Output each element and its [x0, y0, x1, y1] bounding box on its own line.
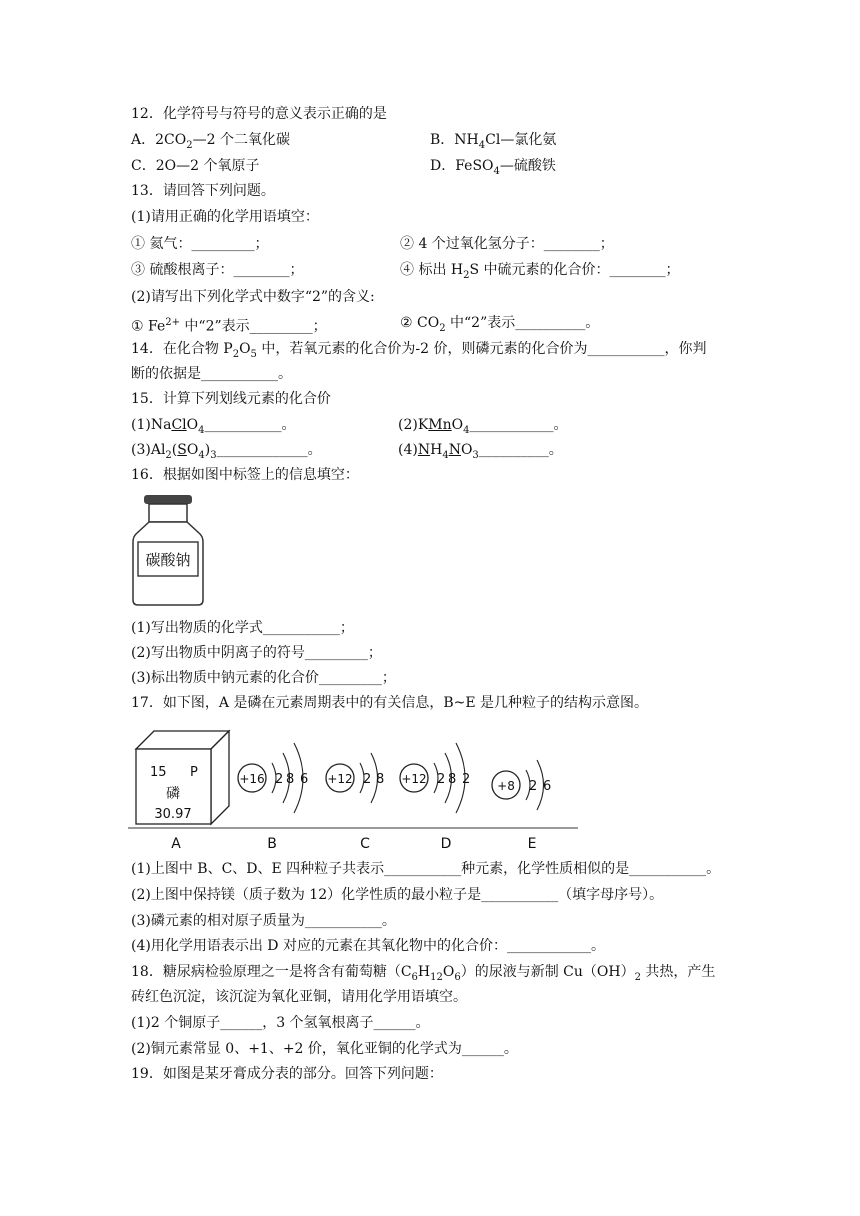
blank-13-6: ② $CO_2$ 中“2”表示__________。 — [400, 315, 600, 334]
caption-d: D — [440, 836, 452, 852]
question-14-line1: 14．在化合物 $P_2O_5$ 中，若氧元素的化合价为-2 价，则磷元素的化合价为___________，你判 — [131, 341, 707, 360]
blank-13-2: ② 4 个过氧化氢分子：________； — [400, 236, 614, 252]
blank-17-1: (1)上图中 B、C、D、E 四种粒子共表示___________种元素，化学性质相似的是___________。 — [131, 861, 721, 877]
blank-15-2: (2)KMnO$_4$____________。 — [398, 417, 568, 436]
shell-electrons: 2 — [363, 772, 372, 787]
reagent-bottle-image — [128, 492, 208, 610]
periodic-cell-phosphorus — [136, 731, 229, 824]
atomic-structure-figure — [128, 726, 578, 854]
nucleus-charge: +12 — [327, 772, 353, 786]
shell-electrons: 2 — [437, 772, 446, 787]
blank-15-4: $(4)NH_4NO_3\_\_\_\_\_\_\_\_\_\_$。 — [398, 442, 563, 461]
question-13-part1: (1)请用正确的化学用语填空： — [131, 209, 319, 225]
blank-17-3: (3)磷元素的相对原子质量为___________。 — [131, 913, 396, 929]
question-12-stem: 12．化学符号与符号的意义表示正确的是 — [131, 106, 387, 122]
question-16-stem: 16．根据如图中标签上的信息填空： — [131, 467, 359, 483]
option-12c: C．2O—2 个氧原子 — [131, 158, 260, 174]
element-symbol: P — [190, 765, 198, 780]
blank-17-2: (2)上图中保持镁（质子数为 12）化学性质的最小粒子是___________（填字母序号）。 — [131, 887, 664, 903]
shell-electrons: 2 — [462, 772, 471, 787]
blank-16-1: (1)写出物质的化学式___________； — [131, 620, 354, 636]
shell-electrons: 8 — [376, 772, 385, 787]
particle-b-diagram — [238, 743, 308, 813]
question-13-part2: (2)请写出下列化学式中数字“2”的含义: — [131, 289, 375, 305]
particle-e-diagram — [492, 760, 551, 810]
question-13-stem: 13．请回答下列问题。 — [131, 183, 275, 199]
blank-16-2: (2)写出物质中阴离子的符号_________； — [131, 645, 382, 661]
question-19-stem: 19．如图是某牙膏成分表的部分。回答下列问题： — [131, 1066, 443, 1082]
atomic-number: 15 — [150, 765, 167, 780]
question-15-stem: 15．计算下列划线元素的化合价 — [131, 391, 331, 407]
question-14-line2: 断的依据是___________。 — [131, 366, 292, 382]
caption-b: B — [267, 836, 277, 852]
blank-17-4: (4)用化学用语表示出 D 对应的元素在其氧化物中的化合价：____________。 — [131, 938, 605, 954]
option-12d: D．FeSO$_4$—硫酸铁 — [430, 158, 556, 177]
blank-15-1: (1)NaClO$_4$___________。 — [131, 417, 296, 436]
caption-a: A — [171, 836, 181, 852]
particle-d-diagram — [400, 743, 470, 813]
question-18-line1: 18．糖尿病检验原理之一是将含有葡萄糖$(C_6H_{12}O_6)$的尿液与新制 $Cu(OH)_2$ 共热，产生 — [131, 964, 716, 983]
option-12b: B．$NH_4Cl—$氯化氨 — [430, 132, 557, 151]
blank-13-5: ① $Fe^{2+}$ 中“2”表示_________； — [131, 317, 327, 335]
shell-electrons: 8 — [286, 772, 295, 787]
nucleus-charge: +8 — [497, 779, 515, 793]
blank-16-3: (3)标出物质中钠元素的化合价_________； — [131, 670, 396, 686]
question-18-line2: 砖红色沉淀，该沉淀为氧化亚铜，请用化学用语填空。 — [131, 989, 467, 1005]
bottle-label-text: 碳酸钠 — [145, 551, 191, 569]
blank-13-1: ① 氦气：_________； — [131, 236, 269, 252]
particle-c-diagram — [326, 753, 384, 803]
blank-13-3: ③ 硫酸根离子：________； — [131, 262, 304, 278]
question-17-stem: 17．如下图，A 是磷在元素周期表中的有关信息，B~E 是几种粒子的结构示意图。 — [131, 695, 649, 711]
shell-electrons: 6 — [543, 779, 552, 794]
element-name: 磷 — [166, 786, 180, 802]
blank-15-3: $(3)Al_2(SO_4)_3\_\_\_\_\_\_\_\_\_\_\_\_\_$。 — [131, 442, 322, 461]
shell-electrons: 8 — [448, 772, 457, 787]
blank-13-4: ④ 标出 $H_2S$ 中硫元素的化合价：________； — [400, 262, 680, 281]
atomic-mass: 30.97 — [154, 807, 192, 822]
blank-18-2: (2)铜元素常显 0、+1、+2 价，氧化亚铜的化学式为______。 — [131, 1041, 518, 1057]
blank-18-1: (1)2 个铜原子______，3 个氢氧根离子______。 — [131, 1015, 430, 1031]
caption-e: E — [527, 836, 537, 852]
shell-electrons: 6 — [300, 772, 309, 787]
option-12a: A．$2CO_2—2$ 个二氧化碳 — [131, 132, 290, 151]
shell-electrons: 2 — [529, 779, 538, 794]
nucleus-charge: +12 — [401, 772, 427, 786]
nucleus-charge: +16 — [239, 772, 265, 786]
caption-c: C — [360, 836, 370, 852]
shell-electrons: 2 — [275, 772, 284, 787]
